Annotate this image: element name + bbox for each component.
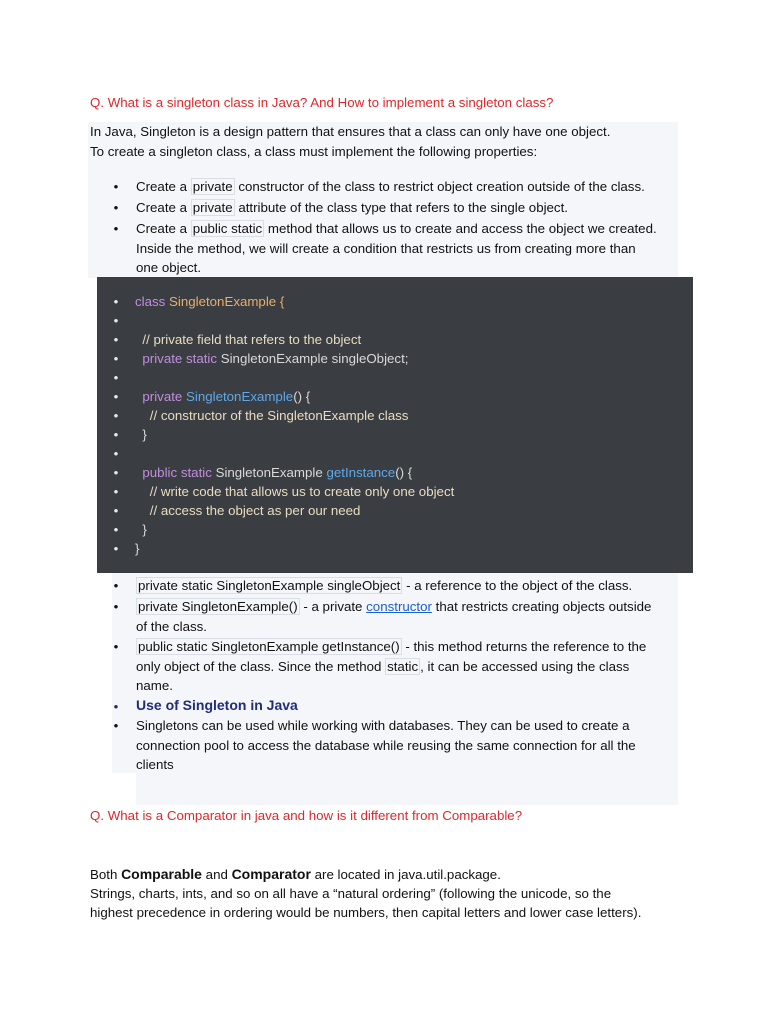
bullet-icon: • — [113, 465, 119, 480]
intro-line-1: In Java, Singleton is a design pattern that ensures that a class can only have one object. — [90, 124, 611, 139]
list-item-get-instance: public static SingletonExample getInstance() - this method returns the reference to the only object of the class. Since the method static , it can be accessed using the class name. — [136, 639, 647, 693]
code-block — [97, 277, 693, 573]
code-line: • // access the object as per our need — [113, 503, 361, 518]
bullet-icon: • — [113, 179, 119, 194]
code-line — [97, 444, 693, 463]
constructor-link[interactable]: constructor — [366, 599, 432, 614]
bullet-icon: • — [113, 484, 119, 499]
keyword-private: private — [192, 179, 233, 194]
list-item-public-static-method: Create a public static method that allows us to create and access the object we created. Inside the method, we will create a condition that restricts us from creating more than one object. — [136, 221, 657, 275]
bullet-icon: • — [113, 541, 119, 556]
code-line: • private SingletonExample() { — [113, 389, 311, 404]
code-line: • } — [113, 522, 147, 537]
bullet-icon: • — [113, 408, 119, 423]
question-singleton: Q. What is a singleton class in Java? And How to implement a singleton class? — [90, 95, 554, 110]
bullet-icon: • — [113, 294, 119, 309]
bullet-icon: • — [113, 389, 119, 404]
bullet-icon: • — [113, 351, 119, 366]
code-line: • // private field that refers to the object — [113, 332, 362, 347]
list-item-use-case: Singletons can be used while working with databases. They can be used to create a connection pool to access the database while reusing the same connection for all the clients — [136, 718, 636, 772]
code-line: • // constructor of the SingletonExample class — [113, 408, 409, 423]
bullet-icon: • — [113, 578, 119, 593]
bullet-icon: • — [113, 718, 119, 733]
bullet-icon: • — [113, 639, 119, 654]
code-line: • class SingletonExample { — [113, 294, 285, 309]
strings-line-2: highest precedence in ordering would be numbers, then capital letters and lower case letters). — [90, 905, 642, 920]
keyword-public-static: public static — [192, 221, 263, 236]
keyword-static: static — [387, 658, 419, 674]
intro-line-2: To create a singleton class, a class must implement the following properties: — [90, 144, 538, 159]
bullet-icon: • — [113, 599, 119, 614]
answer-shade-tail — [136, 773, 678, 805]
code-line: • // write code that allows us to create only one object — [113, 484, 455, 499]
code-line — [97, 368, 693, 387]
bullet-icon: • — [113, 522, 119, 537]
keyword-private: private — [192, 200, 233, 215]
code-line: • public static SingletonExample getInstance() { — [113, 465, 413, 480]
both-line: Both Comparable and Comparator are located in java.util.package. — [90, 866, 501, 882]
list-item-single-object: private static SingletonExample singleObject - a reference to the object of the class. — [138, 578, 633, 593]
code-snippet: public static SingletonExample getInstance() — [138, 639, 400, 654]
list-item-private-constructor: Create a private constructor of the class to restrict object creation outside of the class. — [136, 179, 645, 194]
strings-line-1: Strings, charts, ints, and so on all have a “natural ordering” (following the unicode, so the — [90, 886, 612, 901]
bullet-icon: • — [113, 200, 119, 215]
bullet-icon: • — [113, 503, 119, 518]
code-snippet: private static SingletonExample singleObject — [138, 578, 401, 593]
code-snippet: private SingletonExample() — [138, 599, 298, 614]
bullet-icon: • — [113, 370, 119, 385]
bullet-icon: • — [113, 446, 119, 461]
use-of-singleton-heading: Use of Singleton in Java — [136, 697, 298, 713]
code-line: • } — [113, 541, 140, 556]
list-item-private-attribute: Create a private attribute of the class type that refers to the single object. — [136, 200, 568, 215]
bullet-icon: • — [113, 313, 119, 328]
bullet-icon: • — [113, 699, 119, 714]
list-item-private-constructor-expl: private SingletonExample() - a private constructor that restricts creating objects outside of the class. — [136, 599, 652, 634]
code-line — [97, 311, 693, 330]
bullet-icon: • — [113, 332, 119, 347]
question-comparator: Q. What is a Comparator in java and how is it different from Comparable? — [90, 808, 523, 823]
code-line: • private static SingletonExample singleObject; — [113, 351, 409, 366]
code-line: • } — [113, 427, 147, 442]
bullet-icon: • — [113, 221, 119, 236]
bullet-icon: • — [113, 427, 119, 442]
